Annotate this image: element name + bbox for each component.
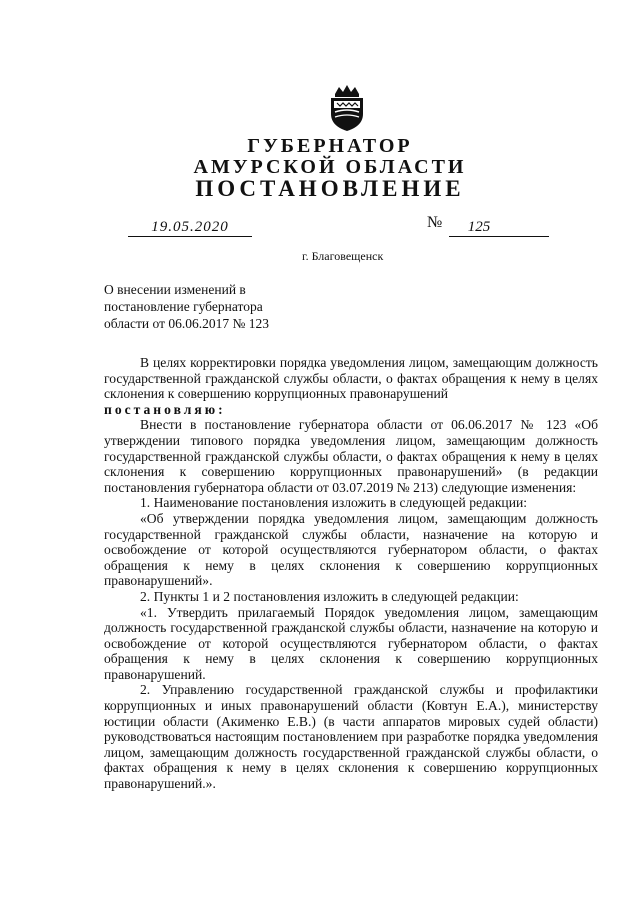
body-paragraph: «Об утверждении порядка уведомления лицом, замещающим должность государственной гражданской службы области, назначение на которую и освобождение от которой осуществляются губернатором области, о фактах обращения к нему в целях склонения к совершению коррупционных правонарушений». xyxy=(104,510,598,589)
body-paragraph: «1. Утвердить прилагаемый Порядок уведомления лицом, замещающим должность государственной гражданской службы области, назначение на которую и освобождение от которой осуществляются губернатором области, о фактах обращения к нему в целях склонения к совершению коррупционных правонарушений. xyxy=(104,604,598,682)
coat-of-arms-icon xyxy=(325,84,369,132)
decree-word: постановляю: xyxy=(104,401,226,417)
document-subject xyxy=(104,281,334,332)
body-decree xyxy=(104,402,598,418)
subject-line: постановление губернатора xyxy=(104,299,263,314)
body-paragraph: 2. Пункты 1 и 2 постановления изложить в следующей редакции: xyxy=(140,588,519,604)
body-paragraph: 1. Наименование постановления изложить в следующей редакции: xyxy=(140,495,528,511)
header-doc-type: ПОСТАНОВЛЕНИЕ xyxy=(195,176,465,201)
body-paragraph: 2. Управлению государственной гражданской службы и профилактики коррупционных и иных правонарушений области (Ковтун Е.А.), министерству юстиции области (Акименко Е.В.) (в части аппаратов мировых судей области) руководствоваться настоящим постановлением при разработке порядка уведомления лицом, замещающим должность государственной гражданской службы области, о фактах обращения к нему в целях склонения к совершению коррупционных правонарушений.». xyxy=(104,682,598,792)
subject-line: области от 06.06.2017 № 123 xyxy=(104,316,269,331)
subject-line: О внесении изменений в xyxy=(104,282,246,297)
city: г. Благовещенск xyxy=(302,249,384,263)
number-sign: № xyxy=(427,214,443,231)
document-body xyxy=(104,355,598,792)
header-governor: ГУБЕРНАТОР xyxy=(247,135,413,157)
header-region: АМУРСКОЙ ОБЛАСТИ xyxy=(193,156,467,178)
document-number: 125 xyxy=(449,218,549,237)
body-intro: В целях корректировки порядка уведомления лицом, замещающим должность государственной гражданской службы области, о фактах обращения к нему в целях склонения к совершению коррупционных правонарушений xyxy=(104,355,598,402)
document-date: 19.05.2020 xyxy=(128,218,252,237)
body-paragraph: Внести в постановление губернатора области от 06.06.2017 № 123 «Об утверждении типового порядка уведомления лицом, замещающим должность государственной гражданской службы области, о фактах обращения к нему в целях склонения к совершению коррупционных правонарушений» (в редакции постановления губернатора области от 03.07.2019 № 213) следующие изменения: xyxy=(104,417,598,495)
